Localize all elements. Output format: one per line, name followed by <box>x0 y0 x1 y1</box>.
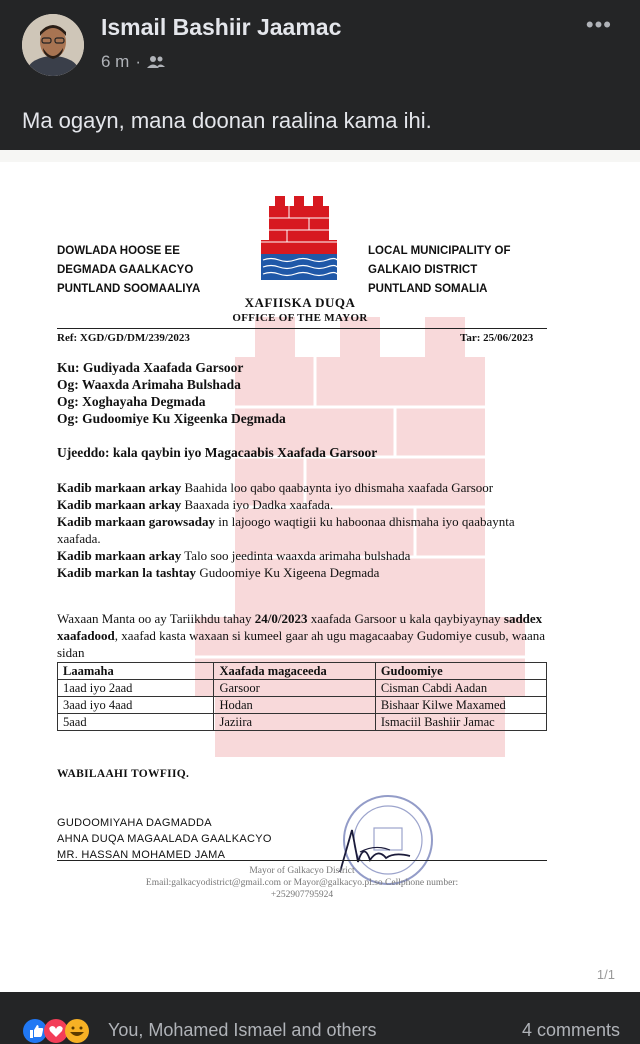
header-right-line: GALKAIO DISTRICT <box>368 264 478 276</box>
table-cell: 3aad iyo 4aad <box>58 697 214 714</box>
preamble-text: in lajoogo waqtigii ku haboonaa dhismaha iyo qaabaynta xaafada. <box>57 514 515 546</box>
recipient-line: Og: Waaxda Arimaha Bulshada <box>57 377 241 392</box>
meta-separator: · <box>135 52 142 71</box>
reactions-summary[interactable]: You, Mohamed Ismael and others <box>108 1020 377 1040</box>
comments-count[interactable]: 4 comments <box>521 1020 620 1040</box>
header-right <box>368 242 510 299</box>
table-header-row <box>58 663 547 680</box>
preamble-paragraph <box>57 513 537 547</box>
reaction-icons[interactable] <box>22 1018 102 1044</box>
table-cell: Bishaar Kilwe Maxamed <box>375 697 546 714</box>
office-title-so: XAFIISKA DUQA <box>244 295 356 310</box>
more-options-icon[interactable]: ••• <box>585 12 612 37</box>
signature-block <box>57 815 272 863</box>
like-icon <box>23 1019 47 1043</box>
table-cell: Ismaciil Bashiir Jamac <box>375 714 546 731</box>
column-header: Gudoomiye <box>375 663 546 680</box>
preamble-text: Baahida loo qabo qaabaynta iyo dhismaha xaafada Garsoor <box>181 480 494 495</box>
post-meta <box>101 52 165 72</box>
signer-title: GUDOOMIYAHA DAGMADDA <box>57 817 212 829</box>
recipient-line: Ku: Gudiyada Xaafada Garsoor <box>57 360 244 375</box>
preamble-lead: Kadib markaan arkay <box>57 497 182 512</box>
preamble-text: Baaxada iyo Dadka xaafada. <box>181 497 334 512</box>
reactions-bar <box>0 992 640 1044</box>
preamble-lead: Kadib markaan arkay <box>57 548 182 563</box>
districts-table <box>57 662 547 731</box>
preamble-text: Gudoomiye Ku Xigeena Degmada <box>196 565 380 580</box>
table-row <box>58 680 547 697</box>
post-time[interactable]: 6 m <box>101 52 130 71</box>
table-cell: Hodan <box>214 697 375 714</box>
decision-text: Waxaan Manta oo ay Tariikhdu tahay <box>57 611 255 626</box>
footer-phone: +252907795924 <box>270 890 334 900</box>
post-caption: Ma ogayn, mana doonan raalina kama ihi. <box>22 108 432 133</box>
header-left <box>57 242 200 299</box>
header-left-line: PUNTLAND SOOMAALIYA <box>57 283 201 295</box>
letter-preamble <box>57 479 537 581</box>
column-header: Xaafada magaceeda <box>214 663 375 680</box>
decision-paragraph <box>57 610 547 661</box>
closing-phrase: WABILAAHI TOWFIIQ. <box>57 768 190 780</box>
table-cell: Garsoor <box>214 680 375 697</box>
header-left-line: DOWLADA HOOSE EE <box>57 245 180 257</box>
footer-title: Mayor of Galkacyo District <box>249 866 355 876</box>
recipients <box>57 359 286 427</box>
office-title <box>200 295 400 324</box>
love-icon <box>44 1019 68 1043</box>
table-cell: 5aad <box>58 714 214 731</box>
preamble-paragraph <box>57 564 537 581</box>
header-right-line: LOCAL MUNICIPALITY OF <box>368 245 511 257</box>
preamble-text: Talo soo jeedinta waaxda arimaha bulshada <box>181 548 411 563</box>
letter-document <box>0 162 640 992</box>
letter-footer <box>57 865 547 901</box>
avatar-image <box>22 14 84 76</box>
table-row <box>58 714 547 731</box>
preamble-paragraph <box>57 479 537 496</box>
page-indicator: 1/1 <box>596 967 615 982</box>
table-cell: 1aad iyo 2aad <box>58 680 214 697</box>
header-left-line: DEGMADA GAALKACYO <box>57 264 194 276</box>
letter-date: Tar: 25/06/2023 <box>460 332 534 344</box>
recipient-line: Og: Gudoomiye Ku Xigeenka Degmada <box>57 411 286 426</box>
header-right-line: PUNTLAND SOMALIA <box>368 283 488 295</box>
post-header <box>0 0 640 150</box>
signer-name: MR. HASSAN MOHAMED JAMA <box>57 849 226 861</box>
office-title-en: OFFICE OF THE MAYOR <box>232 312 368 324</box>
table-cell: Jaziira <box>214 714 375 731</box>
recipient-line: Og: Xoghayaha Degmada <box>57 394 206 409</box>
footer-rule <box>57 860 547 861</box>
decision-text: xaafada Garsoor u kala qaybiyaynay <box>307 611 504 626</box>
author-name[interactable]: Ismail Bashiir Jaamac <box>101 14 342 40</box>
haha-icon <box>65 1019 89 1043</box>
footer-contact: Email:galkacyodistrict@gmail.com or Mayor@galkacyo.pl.so Cellphone number: <box>145 878 459 888</box>
decision-count: saddex xaafadood <box>57 611 543 643</box>
letter-subject: Ujeeddo: kala qaybin iyo Magacaabis Xaafada Garsoor <box>57 445 378 460</box>
post-image[interactable] <box>0 150 640 992</box>
table-row <box>58 697 547 714</box>
preamble-paragraph <box>57 496 537 513</box>
decision-date: 24/0/2023 <box>254 611 308 626</box>
signer-title: AHNA DUQA MAGAALADA GAALKACYO <box>57 833 272 845</box>
reference-number: Ref: XGD/GD/DM/239/2023 <box>57 332 190 344</box>
preamble-lead: Kadib markan la tashtay <box>57 565 197 580</box>
preamble-lead: Kadib markaan arkay <box>57 480 182 495</box>
decision-text: , xaafad kasta waxaan si kumeel gaar ah ugu magacaabay Gudomiye cusub, waana sidan <box>57 628 546 660</box>
column-header: Laamaha <box>58 663 214 680</box>
municipality-logo <box>259 196 339 286</box>
preamble-paragraph <box>57 547 537 564</box>
preamble-lead: Kadib markaan garowsaday <box>57 514 215 529</box>
avatar[interactable] <box>22 14 84 76</box>
friends-icon <box>147 55 165 69</box>
header-rule <box>57 328 547 329</box>
table-cell: Cisman Cabdi Aadan <box>375 680 546 697</box>
